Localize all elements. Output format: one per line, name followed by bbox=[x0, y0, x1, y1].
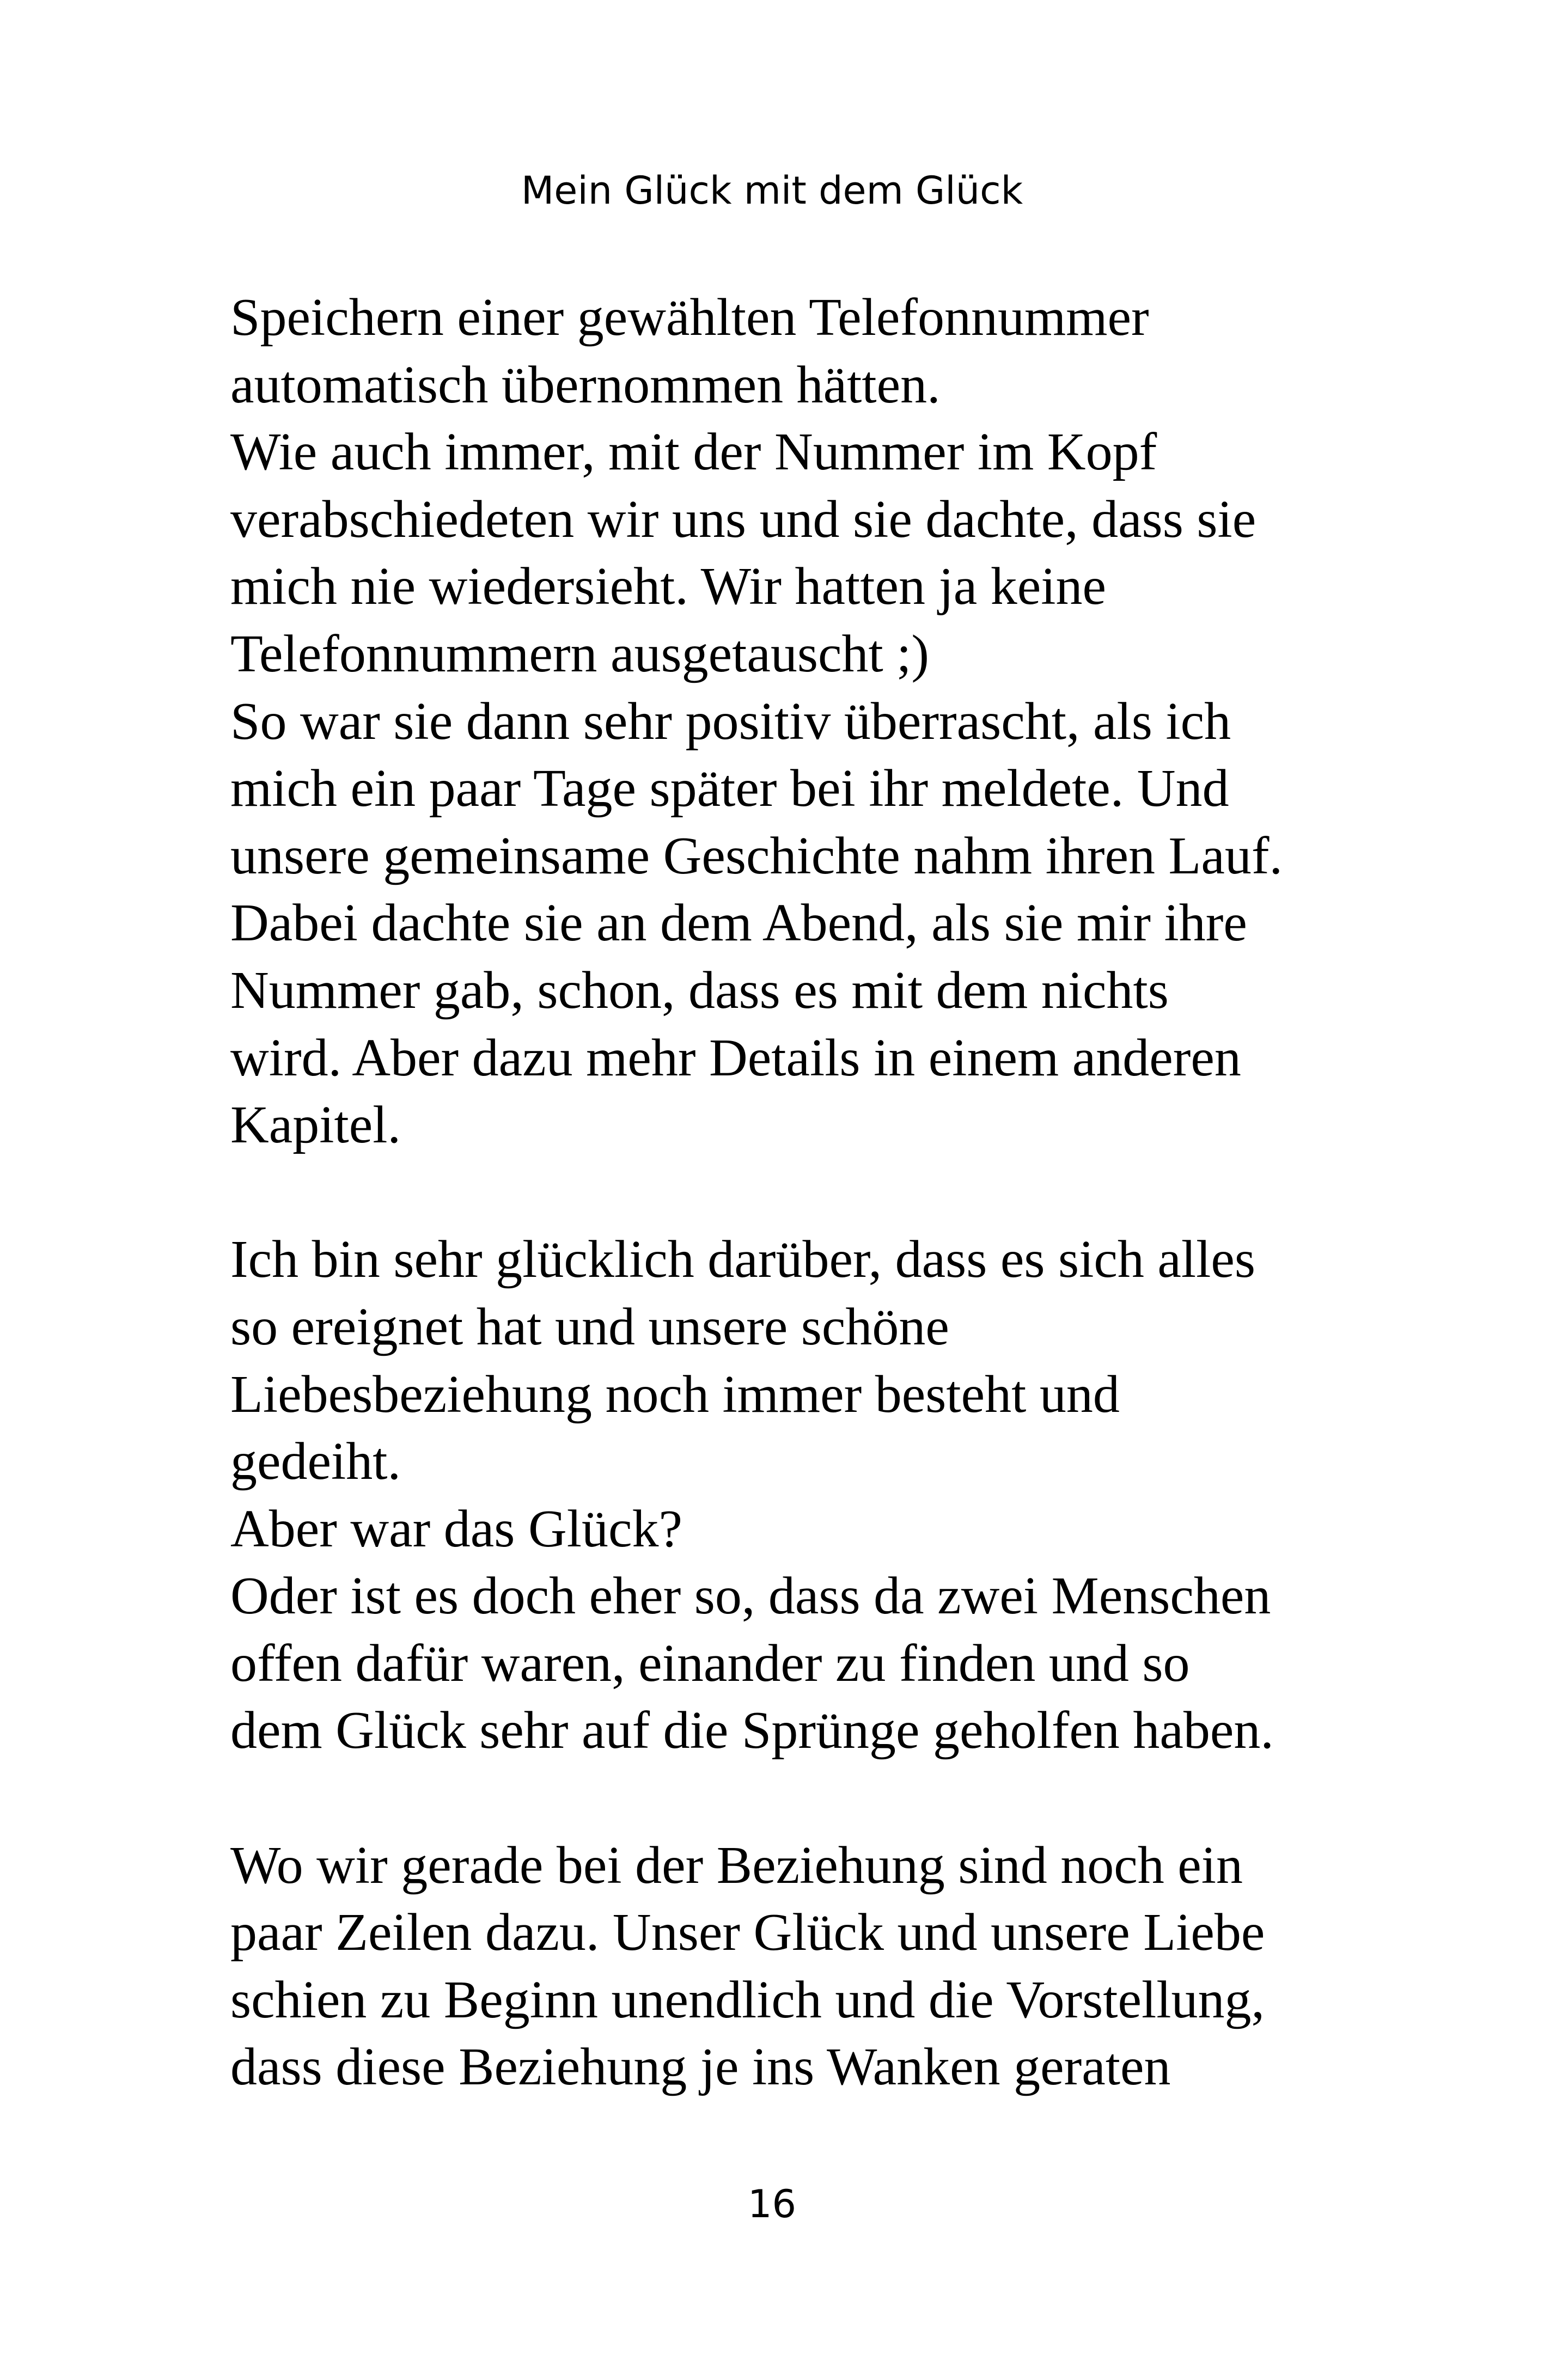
paragraph bbox=[230, 1832, 1347, 2101]
text-line: Wie auch immer, mit der Nummer im Kopf bbox=[230, 423, 1157, 482]
text-line: schien zu Beginn unendlich und die Vorstellung, bbox=[230, 1970, 1265, 2029]
text-line: So war sie dann sehr positiv überrascht, als ich bbox=[230, 692, 1231, 751]
text-line: Ich bin sehr glücklich darüber, dass es sich alles bbox=[230, 1230, 1256, 1289]
running-header: Mein Glück mit dem Glück bbox=[521, 168, 1023, 213]
paragraph bbox=[230, 284, 1347, 1159]
paragraph-break bbox=[230, 1765, 1347, 1832]
paragraph bbox=[230, 1226, 1347, 1765]
text-line: paar Zeilen dazu. Unser Glück und unsere Liebe bbox=[230, 1903, 1265, 1962]
text-line: Speichern einer gewählten Telefonnummer bbox=[230, 288, 1149, 347]
text-line: mich nie wiedersieht. Wir hatten ja keine bbox=[230, 557, 1106, 616]
text-line: automatisch übernommen hätten. bbox=[230, 355, 941, 414]
paragraph-break bbox=[230, 1159, 1347, 1227]
text-line: Kapitel. bbox=[230, 1096, 401, 1155]
page-number: 16 bbox=[747, 2182, 797, 2226]
text-line: mich ein paar Tage später bei ihr meldete. Und bbox=[230, 759, 1229, 818]
text-line: Wo wir gerade bei der Beziehung sind noch ein bbox=[230, 1836, 1243, 1895]
text-line: Aber war das Glück? bbox=[230, 1499, 682, 1558]
text-line: Oder ist es doch eher so, dass da zwei Menschen bbox=[230, 1567, 1271, 1626]
text-line: Telefonnummern ausgetauscht ;) bbox=[230, 624, 930, 683]
text-line: Nummer gab, schon, dass es mit dem nichts bbox=[230, 960, 1169, 1020]
text-line: offen dafür waren, einander zu finden und so bbox=[230, 1633, 1190, 1693]
text-line: unsere gemeinsame Geschichte nahm ihren Lauf. bbox=[230, 826, 1283, 885]
text-line: dass diese Beziehung je ins Wanken geraten bbox=[230, 2038, 1171, 2097]
body-text bbox=[230, 284, 1347, 2101]
text-line: Dabei dachte sie an dem Abend, als sie mir ihre bbox=[230, 894, 1247, 953]
text-line: gedeiht. bbox=[230, 1432, 401, 1491]
text-line: wird. Aber dazu mehr Details in einem anderen bbox=[230, 1028, 1241, 1087]
text-line: so ereignet hat und unsere schöne bbox=[230, 1297, 949, 1356]
text-line: dem Glück sehr auf die Sprünge geholfen haben. bbox=[230, 1701, 1274, 1760]
text-line: verabschiedeten wir uns und sie dachte, dass sie bbox=[230, 490, 1256, 549]
text-line: Liebesbeziehung noch immer besteht und bbox=[230, 1365, 1120, 1424]
